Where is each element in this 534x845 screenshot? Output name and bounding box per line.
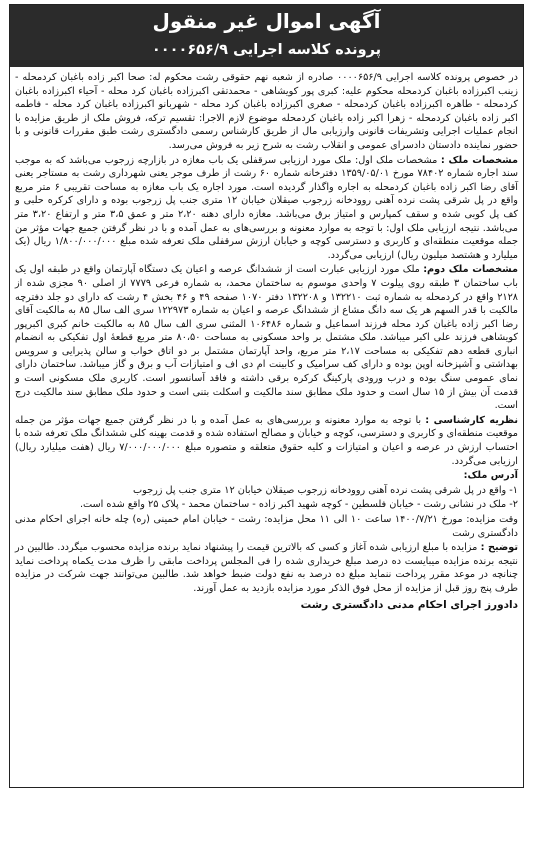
address-label: آدرس ملک: — [463, 470, 518, 482]
auction-time: وقت مزایده: مورخ ۱۴۰۰/۷/۲۱ ساعت ۱۰ الی ۱۱ محل مزایده: رشت - خیابان امام خمینی (ره) چله خانه اجرای احکام مدنی دادگستری رشت — [15, 514, 518, 539]
expert-opinion-text: با توجه به موارد معنونه و بررسی‌های به عمل آمده و با در نظر گرفتن جمیع جهات مؤثر من جمله موقعیت منطقه‌ای و کاربری و دسترسی، کوچه و خیابان و مصالح استفاده شده و قدمت بهینه کلی ششدانگ ملک تعرفه شده با احتساب ارزش در عرصه و اعیان و امتیازات و کلیه حقوق متعلقه و متصوره مبلغ ۷/۰۰۰/۰۰۰/۰۰۰ ریال (هفت میلیارد ریال) ارزیابی می‌گردد. — [15, 414, 518, 467]
address-one: ۱- واقع در پل شرقی پشت نرده آهنی روودخانه زرجوب صیقلان خیابان ۱۲ متری جنب پل زرجوب — [132, 484, 518, 496]
property-two-text: ملک مورد ارزیابی عبارت است از ششدانگ عرصه و اعیان یک دستگاه آپارتمان واقع در طبقه اول یک باب ساختمان ۳ طبقه روی پیلوت ۷ واحدی موسوم به ساختمان محمد، به شماره فرعی ۷۷۷۹ از اصلی ۹۰ مجزی شده از ۲۱۲۸ واقع در کردمحله به شماره ثبت ۱۳۲۲۱۰ و ۱۳۲۲۰۸ دفتر ۱۰۷۰ صفحه ۴۹ و ۴۶ بخش ۴ رشت که دارای دو جلد دفترچه مالکیت با قدر السهم هر یک سه دانگ مشاع از ششدانگ عرصه و اعیان به شماره ۱۲۲۹۷۳ سری الف سال ۸۵ به مالکیت آقای رضا اکبر زاده باغبان کرد محله فرزند اسماعیل و شماره ۱۰۶۴۸۶ المثنی سری الف سال ۸۵ به مالکیت خانم کبری اکبرپور کویشاهی فرزند علی اکبر میباشد. ملک مشتمل بر واحد مسکونی به مساحت ۸۰،۵۰ متر مربع قطعهٔ اول تفکیکی به انضمام انباری قطعه دهم تفکیکی به مساحت ۲،۱۷ متر مربع، واحد آپارتمان مشتمل بر دو اتاق خواب و سالن پذیرایی و سرویس بهداشتی و آشپزخانه اوپن بوده و دارای کف سرامیک و کابینت ام دی اف و امتیازات آب و برق و گاز میباشد. ساختمان دارای نمای عمومی سنگ بوده و درب ورودی پارکینگ کرکره برقی داشته و فاقد آسانسور است. کاربری ملک مسکونی است و قدمت آن بیش از ۱۵ سال است و حدود ملک مطابق سند مالکیت و اسکلت بتنی است و حدود ملک مطابق سند مالکیت درج است. — [15, 264, 519, 412]
expert-opinion-paragraph — [15, 414, 518, 468]
legal-notice — [9, 4, 524, 788]
note-label: توضیح : — [480, 542, 518, 554]
case-number: پرونده کلاسه اجرایی ۰۰۰۰۶۵۶/۹ — [151, 42, 382, 58]
address-two: ۲- ملک در نشانی رشت - خیابان فلسطین - کوچه شهید اکبر زاده - ساختمان محمد - پلاک ۲۵ واقع شده است. — [79, 499, 518, 511]
property-one-paragraph — [15, 154, 518, 263]
property-two-label: مشخصات ملک دوم: — [423, 264, 518, 276]
property-label: مشخصات ملک : — [440, 154, 518, 166]
intro-paragraph: در خصوص پرونده کلاسه اجرایی ۰۰۰۰۶۵۶/۹ صادره از شعبه نهم حقوقی رشت محکوم له: صحا اکبر زاده باغبان کردمحله - زینب اکبرزاده باغبان کردمحله محکوم علیه: کبری پور کویشاهی - محمدتقی اکبرزاده باغبان کرد محله - آحیاء اکبرزاده باغبان کردمحله - طاهره اکبرزاده باغبان کردمحله - صغری اکبرزاده باغبان کرد محله - شهربانو اکبرزاده باغبان کرد محله - فاطمه اکبر زاده باغبان کردمحله - زهرا اکبر زاده باغبان کردمحله موضوع لازم الاجرا: تقسیم ترکه، فروش ملک از طریق مزایده با انجام عملیات اجرایی وتشریفات قانونی وارزیابی مال از طریق کارشناس رسمی دادگستری رشت طبق مقررات قانونی و با حضور نماینده دادستان دادسرای عمومی و انقلاب رشت به شرح زیر به فروش می‌رسد. — [15, 72, 518, 151]
property-two-paragraph — [15, 263, 518, 413]
notice-header — [10, 5, 523, 67]
note-paragraph — [15, 541, 518, 595]
signature: دادورز اجرای احکام مدنی دادگستری رشت — [300, 598, 518, 611]
property-one-text: مشخصات ملک اول: ملک مورد ارزیابی سرقفلی یک باب مغازه در بازارچه زرجوب می‌باشد که به موجب سند اجاره شماره ۷۸۴۰۲ مورخ ۱۳۵۹/۰۵/۰۱ دفترخانه شماره ۶۰ رشت از طرف موجر یعنی شهرداری رشت به مستاجر یعنی آقای رضا اکبر زاده باغبان کردمحله به اجاره واگذار گردیده است. مورد اجاره یک باب مغازه به مساحت تقریبی ۶ متر مربع واقع در پل شرقی پشت نرده آهنی روودخانه زرجوب صیقلان خیابان ۱۲ متری جنب پل زرجوب بوده و دارای کرکره حلبی و کف پل کوبی شده و سقف کمپارس و امتیاز برق می‌باشد. مغازه دارای دهنه ۲،۲۰ متر و عمق ۳،۵ متر و ارتفاع ۳،۲۰ متر می‌باشد. نتیجه ارزیابی ملک اول: با توجه به موارد معنونه و بررسی‌های به عمل آمده و با در نظر گرفتن جمیع جهات مؤثر من جمله موقعیت منطقه‌ای و کاربری و دسترسی کوچه و خیابان ارزش سرقفلی ملک تعرفه شده مبلغ ۱/۸۰۰/۰۰۰/۰۰۰ ریال (یک میلیارد و هشتصد میلیون ریال) ارزیابی می‌گردد. — [15, 154, 518, 261]
note-text: مزایده با مبلغ ارزیابی شده آغاز و کسی که بالاترین قیمت را پیشنهاد نماید برنده مزایده محسوب میگردد. طالبین در نتیجه برنده مزایده میبایست ده درصد مبلغ خریداری شده را فی المجلس پرداخت مابقی را ظرف مدت یکماه پرداخت نماید چنانچه در موعد مقرر پرداخت ننماید مبلغ ده درصد به نفع دولت ضبط خواهد شد. طالبین می‌توانند جهت شرکت در مزایده طرف پنج روز قبل از مزایده از محل فوق الذکر مورد مزایده بازدید به عمل آورند. — [15, 542, 518, 594]
expert-opinion-label: نظریه کارشناسی : — [425, 414, 518, 426]
notice-body — [15, 71, 518, 613]
notice-title: آگهی اموال غیر منقول — [152, 9, 381, 33]
